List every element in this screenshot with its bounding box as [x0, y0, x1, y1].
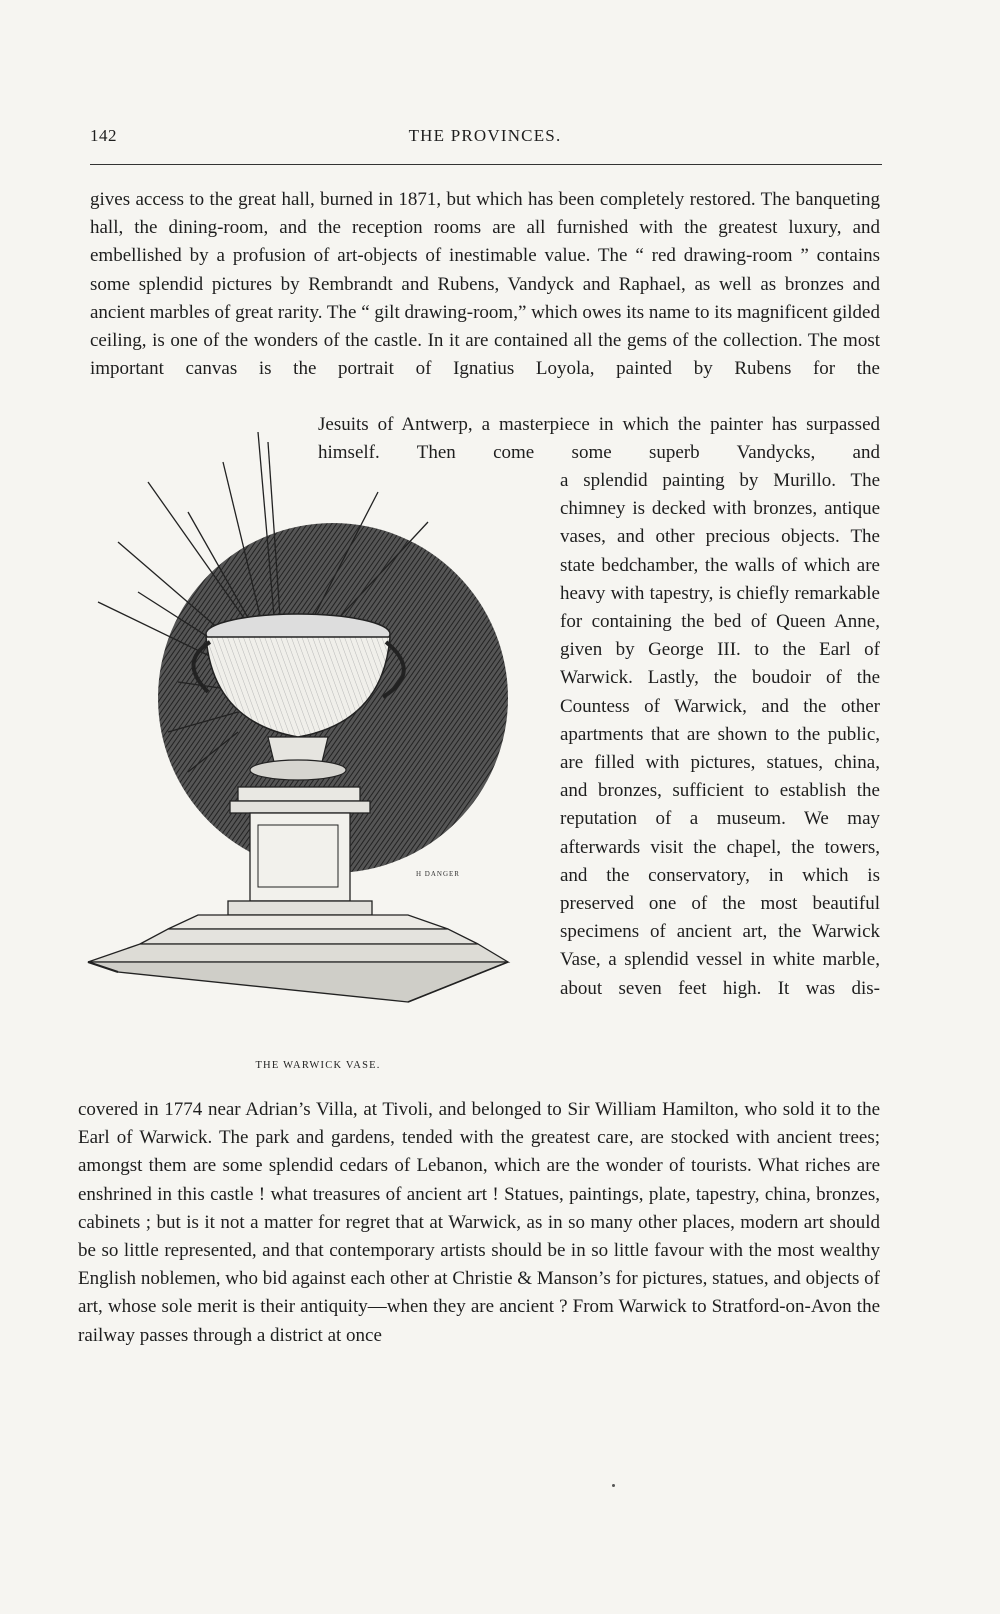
figure-caption: THE WARWICK VASE. [255, 1060, 381, 1071]
paragraph-block-3: a splendid painting by Murillo. The chimney is decked with bronzes, antique vases, and other precious objects. The state bedchamber, the walls of which are heavy with tapestry, is chiefly remarkable for containing the bed of Queen Anne, given by George III. to the Earl of Warwick. Lastly, the boudoir of the Countess of Warwick, and the other apartments that are shown to the public, are filled with pictures, statues, china, and bronzes, sufficient to establish the reputation of a museum. We may afterwards visit the chapel, the towers, and the conservatory, in which is preserved one of the most beautiful specimens of ancient art, the Warwick Vase, a splendid vessel in white marble, about seven feet high. It was dis- [560, 470, 880, 999]
paragraph-block-2: Jesuits of Antwerp, a masterpiece in which the painter has surpassed himself. Then come some superb Vandycks, and [318, 414, 880, 464]
base-steps [88, 915, 508, 1002]
paragraph-block-1: gives access to the great hall, burned in 1871, but which has been completely restored. The banqueting hall, the dining-room, and the reception rooms are all furnished with the greatest luxury, and embellished by a profusion of art-objects of inestimable value. The “ red drawing-room ” contains some splendid pictures by Rembrandt and Rubens, Vandyck and Raphael, as well as bronzes and ancient marbles of great rarity. The “ gilt drawing-room,” which owes its name to its magnificent gilded ceiling, is one of the wonders of the castle. In it are contained all the gems of the collection. The most important canvas is the portrait of Ignatius Loyola, painted by Rubens for the [90, 189, 880, 380]
running-header [90, 126, 880, 156]
artist-signature: H DANGER [416, 870, 460, 878]
page-number: 142 [90, 126, 117, 145]
paragraph-block-4: covered in 1774 near Adrian’s Villa, at Tivoli, and belonged to Sir William Hamilton, who sold it to the Earl of Warwick. The park and gardens, tended with the greatest care, are stocked with ancient trees; amongst them are some splendid cedars of Lebanon, which are the wonder of tourists. What riches are enshrined in this castle ! what treasures of ancient art ! Statues, paintings, plate, tapestry, china, bronzes, cabinets ; but is it not a matter for regret that at Warwick, as in so many other places, modern art should be so little represented, and that contemporary artists should be in so little favour with the most wealthy English noblemen, who bid against each other at Christie & Manson’s for pictures, statues, and objects of art, whose sole merit is their antiquity—when they are ancient ? From Warwick to Stratford-on-Avon the railway passes through a district at once [78, 1099, 880, 1346]
warwick-vase-illustration [78, 432, 548, 1074]
stray-mark [612, 1484, 615, 1487]
pedestal [228, 787, 372, 915]
running-title: THE PROVINCES. [408, 126, 562, 145]
header-rule [90, 164, 882, 165]
vase-engraving [78, 432, 548, 1074]
